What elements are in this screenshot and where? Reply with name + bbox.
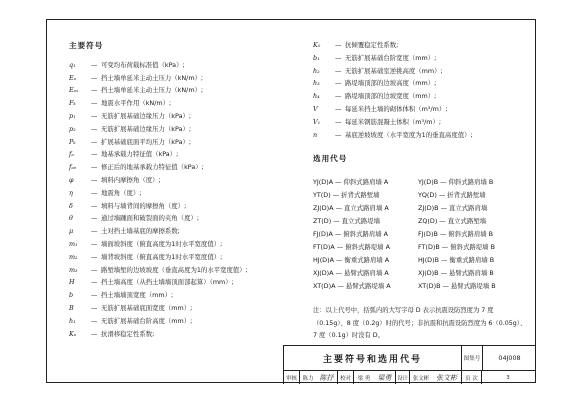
code-entry: YJ(D)A — 仰斜式路肩墙 A [313, 178, 389, 187]
page-label: 页 次 [462, 371, 482, 384]
symbol-row [69, 187, 287, 200]
code-row [313, 280, 527, 293]
code-entry: ZT(D) — 直立式路堤墙 [313, 217, 380, 226]
check-name: 梁 勇 [357, 375, 371, 382]
symbol-row [69, 110, 287, 123]
symbol-description: 墙面坡斜度（俯直高度为1时水平宽度值）; [101, 239, 223, 248]
note-text: 注：以上代号中，括弧内的大写字母 D 表示抗震设防烈度为 7 度（0.15g）、8 度（0.2g）时的代号；非抗震和抗震设防烈度为 6（0.05g）、7 度（0.1g）时没有 D。 [313, 307, 527, 340]
dash-separator: — [91, 303, 98, 312]
symbol-description: 抗倾覆稳定性系数; [345, 41, 399, 49]
symbol: m₁ [69, 239, 78, 248]
symbol-description: 通过墙踵面和破裂面的夹角（度）; [101, 214, 200, 223]
codes-list [313, 176, 527, 293]
review-name: 陈力 [302, 375, 314, 382]
symbol-description: 墙背坡斜度（俯直高度为1时水平宽度值）; [101, 252, 223, 261]
code-row [313, 267, 527, 280]
symbol-row [69, 289, 287, 302]
symbol-description: 填料与墙背间的摩擦角（度）; [101, 201, 187, 210]
symbol-row [69, 136, 287, 149]
symbol-description: 无筋扩展基础边缘压力（kPa）; [101, 111, 192, 120]
dash-separator: — [91, 99, 98, 108]
symbol: Eₐₓ [69, 86, 79, 95]
code-entry: XJ(D)B — 悬臂式路肩墙 B [418, 269, 494, 278]
symbol: h₄ [313, 92, 320, 101]
symbol-row [69, 212, 287, 225]
code-entry: FT(D)A — 俯斜式路堤墙 A [313, 243, 390, 252]
code-entry: YJ(D)B — 仰斜式路肩墙 B [418, 178, 494, 187]
dash-separator: — [91, 329, 98, 338]
drawing-sheet [46, 19, 536, 383]
symbol: V [313, 104, 318, 113]
symbol: Eₐ [69, 73, 77, 82]
symbol: b₁ [313, 53, 320, 62]
title-block [283, 345, 536, 384]
code-row [313, 176, 527, 189]
dash-separator: — [91, 150, 98, 159]
review-label: 审核 [284, 371, 300, 384]
symbol-description: 无筋扩展基础室逆挑高度（mm）; [345, 66, 443, 75]
code-entry: FJ(D)A — 俯斜式路肩墙 A [313, 230, 389, 239]
symbol: η [69, 188, 73, 197]
symbol: m₂ [69, 252, 78, 261]
dash-separator: — [91, 60, 98, 69]
dash-separator: — [91, 175, 98, 184]
symbol-row [313, 39, 527, 52]
dash-separator: — [91, 214, 98, 223]
symbol-row [69, 315, 287, 328]
symbol-row [313, 116, 527, 129]
dash-separator: — [335, 92, 342, 101]
symbol-row [313, 90, 527, 103]
symbol-description: 土对挡土墙基底的摩擦系数; [101, 227, 180, 236]
symbol: Kₙ [69, 329, 77, 338]
symbols-right-list [313, 39, 527, 141]
code-row [313, 189, 527, 202]
symbol: h₂ [313, 66, 320, 75]
symbol: fₐ [69, 150, 74, 159]
code-entry: FJ(D)B — 俯斜式路肩墙 B [418, 230, 494, 239]
symbols-right-column [313, 39, 527, 343]
symbol-description: 挡土墙单延米主动土压力（kN/m）; [101, 86, 204, 95]
code-entry: XT(D)A — 悬臂式路堤墙 A [313, 282, 391, 291]
symbol-row [69, 97, 287, 110]
code-entry: HJ(D)A — 衡重式路肩墙 A [313, 256, 390, 265]
symbol-description: 路堑墙堑的边坡坡度（垂直高度为1的水平宽度值）; [101, 265, 248, 274]
symbols-left-list [69, 59, 287, 341]
symbol: H [69, 278, 75, 287]
design-signature: 张文彬 [432, 371, 462, 384]
symbol: B [69, 303, 74, 312]
symbol-description: 修正后的地基承载力特征值（kPa）; [101, 163, 204, 172]
symbol: p₂ [69, 124, 76, 133]
symbol-row [69, 276, 287, 289]
symbol-description: 每延米钢筋混凝土体积（m³/m）; [345, 117, 442, 126]
drawing-title: 主要符号和选用代号 [284, 346, 462, 371]
symbol-description: 无筋扩展基础台阶高度（mm）; [101, 316, 193, 325]
symbol-description: 路堤墙顶部的边坡宽度（mm）; [345, 92, 437, 101]
symbols-title: 主要符号 [69, 41, 104, 50]
symbol-description: 抗滑移稳定性系数; [101, 329, 155, 338]
symbol-description: 地震水平作用（kN/m）; [101, 99, 172, 108]
symbol: m₃ [69, 265, 78, 274]
code-row [313, 241, 527, 254]
dash-separator: — [335, 53, 342, 62]
dash-separator: — [335, 117, 342, 126]
symbol-description: 地基承载力特征值（kPa）; [101, 150, 179, 159]
dash-separator: — [335, 66, 342, 75]
symbol: h₁ [69, 316, 76, 325]
symbol-row [69, 225, 287, 238]
dash-separator: — [91, 227, 98, 236]
dash-separator: — [91, 137, 98, 146]
symbol-description: 扩展基础底面平均压力（kPa）; [101, 137, 192, 146]
symbol-row [313, 52, 527, 65]
check-label: 校对 [338, 371, 354, 384]
dash-separator: — [335, 41, 342, 49]
dash-separator: — [91, 291, 98, 300]
symbol-description: 无筋扩展基础边缘压力（kPa）; [101, 124, 192, 133]
code-entry: FT(D)B — 俯斜式路堤墙 B [418, 243, 495, 252]
atlas-no: 04J008 [483, 346, 536, 371]
dash-separator: — [91, 265, 98, 274]
code-row [313, 202, 527, 215]
symbol-row [69, 200, 287, 213]
dash-separator: — [91, 188, 98, 197]
symbol: q₁ [69, 60, 76, 69]
symbol: K₀ [313, 41, 321, 49]
symbols-left-column [69, 40, 287, 340]
symbol: p₁ [69, 111, 76, 120]
symbol: n [313, 130, 318, 139]
symbol: θ [69, 214, 73, 223]
symbol: φ [69, 175, 74, 184]
check-signature: 梁勇 [374, 371, 396, 384]
symbol-row [69, 328, 287, 341]
dash-separator: — [91, 316, 98, 325]
symbol-description: 无筋扩展基础底面宽度（mm）; [101, 303, 193, 312]
symbol: h₃ [313, 79, 320, 88]
dash-separator: — [335, 130, 342, 139]
dash-separator: — [91, 163, 98, 172]
symbol-row [313, 77, 527, 90]
title-block-signatures [284, 371, 536, 384]
symbol-row [69, 84, 287, 97]
code-row [313, 215, 527, 228]
symbol-row [313, 103, 527, 116]
dash-separator: — [335, 104, 342, 113]
codes-title: 选用代号 [313, 154, 348, 164]
symbol-row [69, 174, 287, 187]
dash-separator: — [91, 73, 98, 82]
code-entry: ZJ(D)B — 直立式路肩墙 [418, 204, 488, 213]
symbol-row [69, 264, 287, 277]
symbol-row [69, 123, 287, 136]
symbol-row [69, 251, 287, 264]
code-entry: ZQ(D) — 直立式路堑墙 [418, 217, 487, 226]
symbol-description: 可变均布荷载标准值（kPa）; [101, 60, 185, 69]
atlas-no-label: 图集号 [462, 346, 483, 371]
dash-separator: — [91, 124, 98, 133]
dash-separator: — [91, 252, 98, 261]
code-entry: HJ(D)B — 衡重式路肩墙 B [418, 256, 495, 265]
symbol-row [69, 302, 287, 315]
code-row [313, 228, 527, 241]
symbol: δ [69, 201, 73, 210]
symbol-description: 填料内摩擦角（度）; [101, 175, 161, 184]
symbol-description: 地震角（度）; [101, 188, 142, 197]
dash-separator: — [91, 111, 98, 120]
symbol-row [69, 238, 287, 251]
code-entry: YQ(D) — 折背式路堑墙 [418, 191, 486, 200]
design-name: 张文彬 [412, 375, 430, 382]
symbol-row [313, 65, 527, 78]
symbol-row [69, 148, 287, 161]
symbol: μ [69, 227, 74, 236]
symbol-row [313, 129, 527, 142]
code-entry: XJ(D)A — 悬臂式路肩墙 A [313, 269, 389, 278]
dash-separator: — [91, 278, 98, 287]
symbol-description: 路堤墙顶部的边坡高度（mm）; [345, 79, 437, 88]
symbol: Pₖ [69, 137, 76, 146]
symbol: b [69, 291, 74, 300]
symbol-row [69, 72, 287, 85]
dash-separator: — [91, 239, 98, 248]
code-entry: ZJ(D)A — 直立式路肩墙 A [313, 204, 389, 213]
dash-separator: — [91, 86, 98, 95]
page-number: 3 [506, 374, 510, 381]
dash-separator: — [335, 79, 342, 88]
review-signature: 陈抒 [316, 371, 338, 384]
symbol: fₐₑ [69, 163, 77, 172]
symbol: V₁ [313, 117, 321, 126]
symbol-description: 挡土墙墙顶宽度（mm）; [101, 291, 174, 300]
symbol: Fₖ [69, 99, 76, 108]
symbol-description: 挡土墙单延米主动土压力（kN/m）; [101, 73, 204, 82]
symbol-description: 挡土墙高度（从挡土墙墙顶面部起算）（mm）; [101, 278, 234, 287]
code-row [313, 254, 527, 267]
dash-separator: — [91, 201, 98, 210]
symbol-description: 基底逆坡坡度（水平宽度为1的垂直高度值）; [345, 130, 473, 139]
symbol-row [69, 59, 287, 72]
code-entry: XT(D)B — 悬臂式路堤墙 B [418, 282, 496, 291]
symbol-row [69, 161, 287, 174]
symbol-description: 无筋扩展基础台阶宽度（mm）; [345, 53, 437, 62]
code-entry: YT(D) — 折背式路堑墙 [313, 191, 380, 200]
design-label: 设计 [396, 371, 410, 384]
symbol-description: 每延米挡土墙的砌体体积（m³/m）; [345, 104, 448, 113]
